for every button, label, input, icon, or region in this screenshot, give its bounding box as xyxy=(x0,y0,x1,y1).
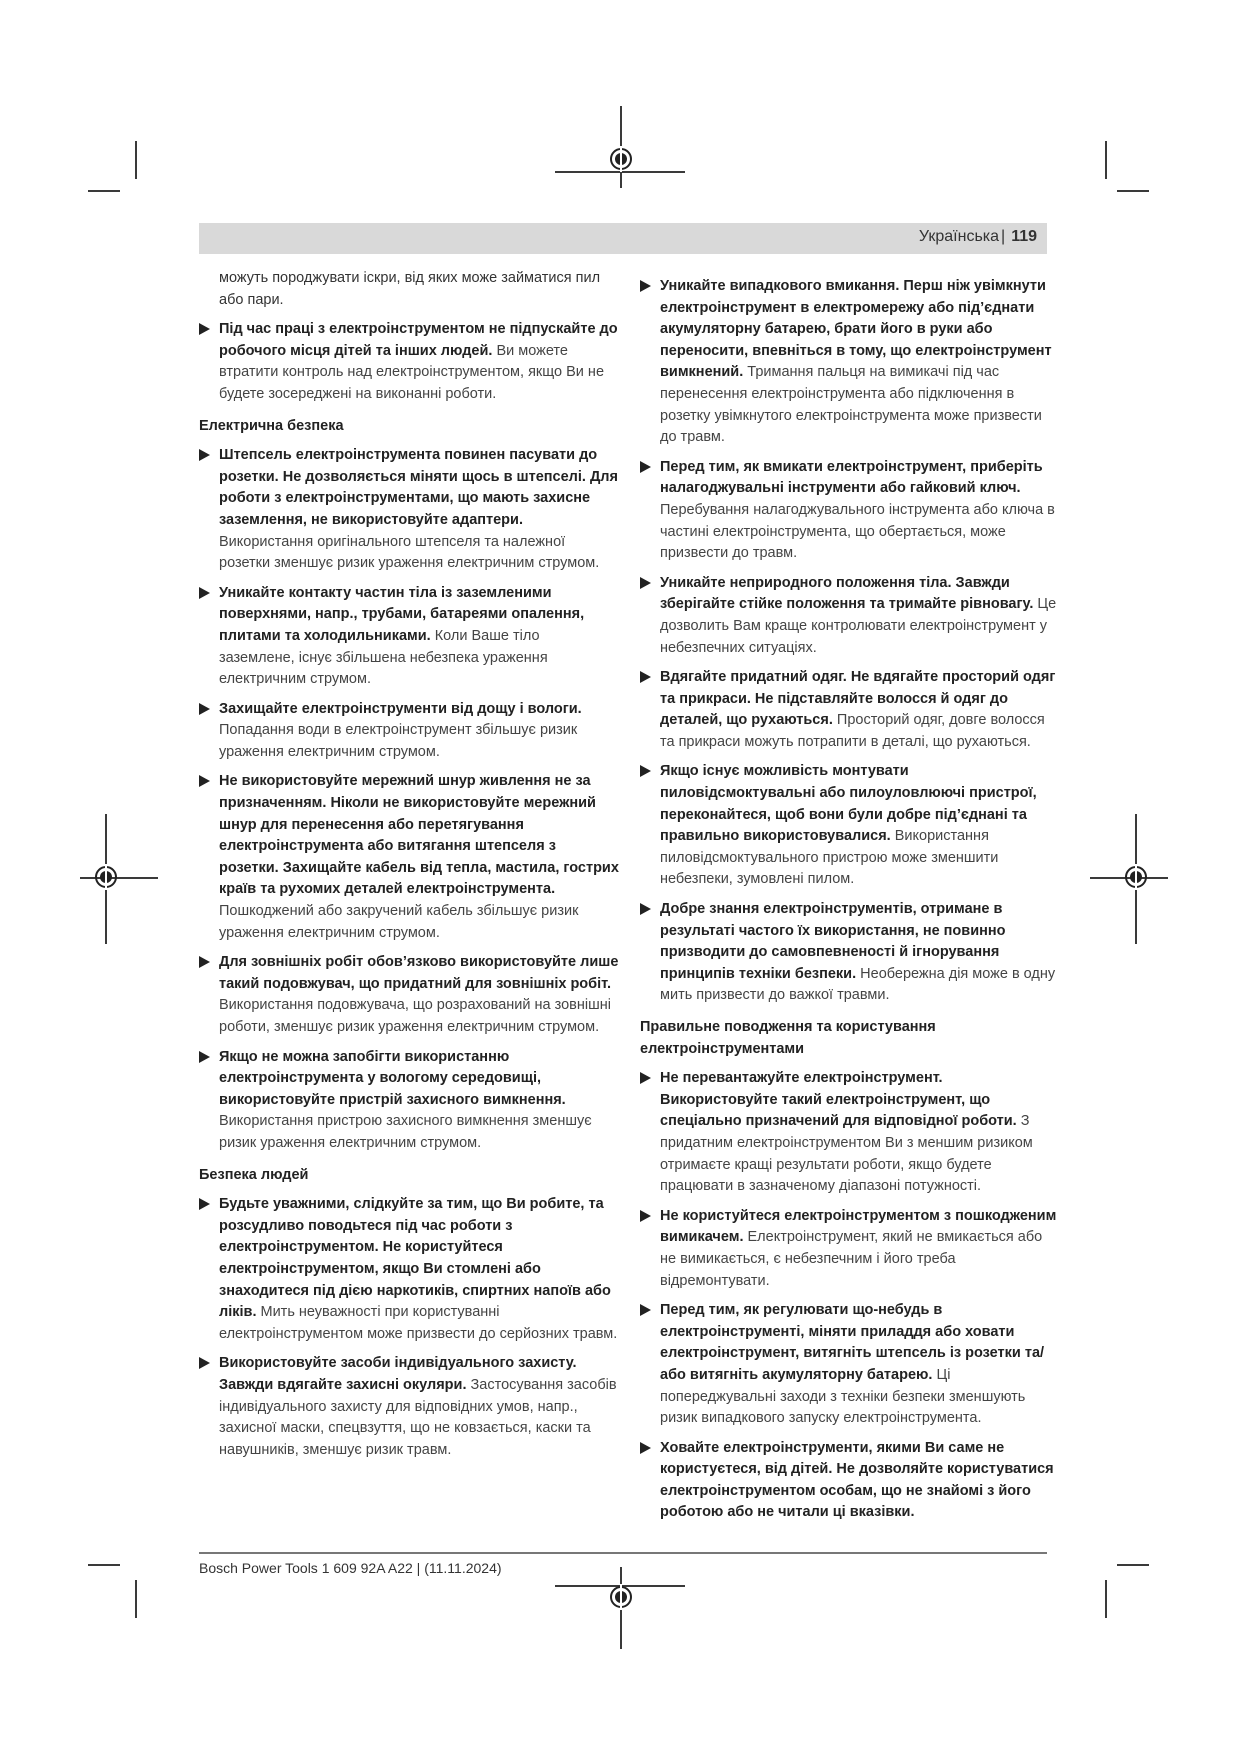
safety-instruction xyxy=(199,699,619,764)
instruction-bold: Уникайте контакту частин тіла із заземленими поверхнями, напр., трубами, батареями опалення, плитами та холодильниками. xyxy=(219,584,585,644)
bullet-arrow-icon xyxy=(199,1198,210,1210)
safety-instruction xyxy=(640,1206,1060,1292)
safety-instruction xyxy=(640,1300,1060,1430)
instruction-explanation: Ці попереджувальні заходи з техніки безпеки зменшують ризик випадкового запуску електроінструмента. xyxy=(660,1366,1026,1427)
instruction-explanation: Коли Ваше тіло заземлене, існує збільшена небезпека ураження електричним струмом. xyxy=(219,627,548,688)
registration-left-icon xyxy=(95,866,117,888)
crop-mark-top-left-v xyxy=(135,141,137,179)
bullet-arrow-icon xyxy=(199,449,210,461)
instruction-explanation: Це дозволить Вам краще контролювати електроінструмент у небезпечних ситуаціях. xyxy=(660,596,1057,656)
instruction-explanation: Мить неуважності при користуванні електроінструментом може призвести до серйозних травм. xyxy=(219,1304,618,1342)
safety-instruction xyxy=(640,276,1060,449)
instruction-bold: Будьте уважними, слідкуйте за тим, що Ви робите, та розсудливо поводьтеся під час роботи з електроінструментом. Не користуйтеся електроінструментом, якщо Ви стомлені або знаходитеся під дією наркотиків, спиртних напоїв або ліків. xyxy=(219,1196,611,1321)
crop-mark-top-left-h xyxy=(88,190,120,192)
instruction-explanation: Ви можете втратити контроль над електроінструментом, якщо Ви не будете зосереджені на виконанні роботи. xyxy=(219,342,605,402)
paragraph-continuation: можуть породжувати іскри, від яких може займатися пил або пари. xyxy=(219,270,601,308)
bullet-arrow-icon xyxy=(640,461,651,473)
crop-mark-bottom-right-v xyxy=(1105,1580,1107,1618)
safety-instruction xyxy=(199,583,619,691)
section-heading: Безпека людей xyxy=(199,1166,309,1183)
safety-instruction xyxy=(199,445,619,575)
safety-instruction xyxy=(199,1353,619,1461)
instruction-bold: Не використовуйте мережний шнур живлення не за призначенням. Ніколи не використовуйте мережний шнур для перенесення або перетягування електроінструмента або витягання штепселя з розетки. Захищайте кабель від тепла, мастила, гострих країв та рухомих деталей електроінструмента. xyxy=(219,773,619,898)
header-language: Українська xyxy=(918,228,1000,245)
bullet-arrow-icon xyxy=(199,587,210,599)
safety-instruction xyxy=(640,573,1060,659)
instruction-explanation: Використання пиловідсмоктувального пристрою може зменшити небезпеки, зумовлені пилом. xyxy=(660,828,999,888)
registration-left-h xyxy=(80,877,158,879)
instruction-bold: Під час праці з електроінструментом не підпускайте до робочого місця дітей та інших людей. xyxy=(219,321,618,359)
footer-rule xyxy=(199,1552,1047,1554)
crop-mark-bottom-left-h xyxy=(88,1564,120,1566)
instruction-explanation: Попадання води в електроінструмент збільшує ризик ураження електричним струмом. xyxy=(219,722,578,760)
bullet-arrow-icon xyxy=(640,1072,651,1084)
bullet-arrow-icon xyxy=(640,577,651,589)
safety-instruction xyxy=(199,1047,619,1155)
bullet-arrow-icon xyxy=(199,775,210,787)
page-footer: Bosch Power Tools 1 609 92A A22 | (11.11.2024) xyxy=(199,1560,502,1576)
bullet-arrow-icon xyxy=(640,671,651,683)
section-heading: Правильне поводження та користування електроінструментами xyxy=(640,1019,936,1057)
instruction-explanation: Електроінструмент, який не вмикається або не вимикається, є небезпечним і його треба відремонтувати. xyxy=(660,1229,1043,1289)
instruction-explanation: Використання подовжувача, що розрахований на зовнішні роботи, зменшує ризик ураження електричним струмом. xyxy=(219,997,611,1035)
instruction-bold: Перед тим, як регулювати що-небудь в електроінструменті, міняти приладдя або ховати електроінструмент, витягніть штепсель із розетки та/або витягніть акумуляторну батарею. xyxy=(660,1302,1045,1383)
safety-instruction xyxy=(199,1194,619,1345)
instruction-bold: Перед тим, як вмикати електроінструмент, приберіть налагоджувальні інструменти або гайковий ключ. xyxy=(660,458,1043,497)
bullet-arrow-icon xyxy=(199,1357,210,1369)
safety-instruction xyxy=(640,667,1060,753)
instruction-explanation: З придатним електроінструментом Ви з меншим ризиком отримаєте кращі результати роботи, якщо будете працювати в зазначеному діапазоні потужності. xyxy=(660,1113,1033,1195)
header-text xyxy=(919,228,1037,246)
page-header xyxy=(199,223,1047,254)
instruction-bold: Не перевантажуйте електроінструмент. Використовуйте такий електроінструмент, що спеціально призначений для відповідної роботи. xyxy=(660,1070,1017,1130)
page-number: 119 xyxy=(1011,228,1037,245)
instruction-explanation: Використання пристрою захисного вимкнення зменшує ризик ураження електричним струмом. xyxy=(219,1113,592,1151)
safety-instruction xyxy=(640,1068,1060,1198)
instruction-bold: Вдягайте придатний одяг. Не вдягайте просторий одяг та прикраси. Не підставляйте волосся й одяг до деталей, що рухаються. xyxy=(660,669,1056,729)
bullet-arrow-icon xyxy=(199,323,210,335)
bullet-arrow-icon xyxy=(640,1442,651,1454)
safety-instruction xyxy=(640,899,1060,1007)
instruction-bold: Уникайте випадкового вмикання. Перш ніж увімкнути електроінструмент в електромережу або під’єднати акумуляторну батарею, брати його в руки або переносити, впевніться в тому, що електроінструмент вимкнений. xyxy=(660,278,1052,381)
registration-top-icon xyxy=(610,148,632,170)
registration-bottom-icon xyxy=(610,1586,632,1608)
bullet-arrow-icon xyxy=(199,703,210,715)
crop-mark-top-right-h xyxy=(1117,190,1149,192)
safety-instruction xyxy=(640,1438,1060,1524)
crop-mark-bottom-right-h xyxy=(1117,1564,1149,1566)
bullet-arrow-icon xyxy=(640,1304,651,1316)
instruction-explanation: Необережна дія може в одну мить призвести до важкої травми. xyxy=(660,965,1056,1004)
instruction-explanation: Застосування засобів індивідуального захисту для відповідних умов, напр., захисної маски, спецвзуття, що не ковзається, каски та навушників, зменшує ризик травм. xyxy=(219,1376,617,1458)
instruction-explanation: Пошкоджений або закручений кабель збільшує ризик ураження електричним струмом. xyxy=(219,903,579,941)
crop-mark-top-right-v xyxy=(1105,141,1107,179)
instruction-bold: Штепсель електроінструмента повинен пасувати до розетки. Не дозволяється міняти щось в штепселі. Для роботи з електроінструментами, що мають захисне заземлення, не використовуйте адаптери. xyxy=(219,447,618,528)
instruction-bold: Захищайте електроінструменти від дощу і вологи. xyxy=(219,700,582,717)
right-column xyxy=(640,268,1060,1526)
instruction-explanation: Просторий одяг, довге волосся та прикраси можуть потрапити в деталі, що рухаються. xyxy=(660,712,1045,750)
instruction-bold: Якщо не можна запобігти використанню електроінструмента у вологому середовищі, використовуйте пристрій захисного вимкнення. xyxy=(219,1048,566,1108)
instruction-bold: Для зовнішніх робіт обов’язково використовуйте лише такий подовжувач, що придатний для зовнішніх робіт. xyxy=(219,954,619,992)
instruction-bold: Добре знання електроінструментів, отримане в результаті частого їх використання, не повинно призводити до самовпевненості й ігнорування принципів техніки безпеки. xyxy=(660,901,1006,982)
instruction-bold: Якщо існує можливість монтувати пиловідсмоктувальні або пилоуловлюючі пристрої, переконайтеся, щоб вони були добре під’єднані та правильно використовувалися. xyxy=(660,763,1037,845)
safety-instruction xyxy=(199,771,619,944)
bullet-arrow-icon xyxy=(640,280,651,292)
safety-instruction xyxy=(640,761,1060,891)
instruction-bold: Уникайте неприродного положення тіла. Завжди зберігайте стійке положення та тримайте рівновагу. xyxy=(660,574,1034,613)
header-separator: | xyxy=(1001,228,1006,245)
registration-right-icon xyxy=(1125,866,1147,888)
bullet-arrow-icon xyxy=(199,956,210,968)
bullet-arrow-icon xyxy=(640,1210,651,1222)
crop-mark-bottom-left-v xyxy=(135,1580,137,1618)
bullet-arrow-icon xyxy=(199,1051,210,1063)
instruction-explanation: Перебування налагоджувального інструмента або ключа в частині електроінструмента, що обертається, може призвести до травм. xyxy=(660,501,1055,562)
instruction-explanation: Використання оригінального штепселя та належної розетки зменшує ризик ураження електричним струмом. xyxy=(219,533,600,572)
section-heading: Електрична безпека xyxy=(199,417,344,434)
safety-instruction xyxy=(199,319,619,405)
instruction-bold: Використовуйте засоби індивідуального захисту. Завжди вдягайте захисні окуляри. xyxy=(219,1355,577,1393)
safety-instruction xyxy=(199,952,619,1038)
left-column xyxy=(199,268,619,1463)
bullet-arrow-icon xyxy=(640,903,651,915)
instruction-bold: Ховайте електроінструменти, якими Ви саме не користуєтеся, від дітей. Не дозволяйте користуватися електроінструментом особам, що не знайомі з його роботою або не читали ці вказівки. xyxy=(660,1439,1054,1521)
instruction-bold: Не користуйтеся електроінструментом з пошкодженим вимикачем. xyxy=(660,1207,1057,1246)
safety-instruction xyxy=(640,457,1060,565)
bullet-arrow-icon xyxy=(640,765,651,777)
instruction-explanation: Тримання пальця на вимикачі під час перенесення електроінструмента або підключення в розетку увімкнутого електроінструмента може призвести до травм. xyxy=(660,364,1042,446)
